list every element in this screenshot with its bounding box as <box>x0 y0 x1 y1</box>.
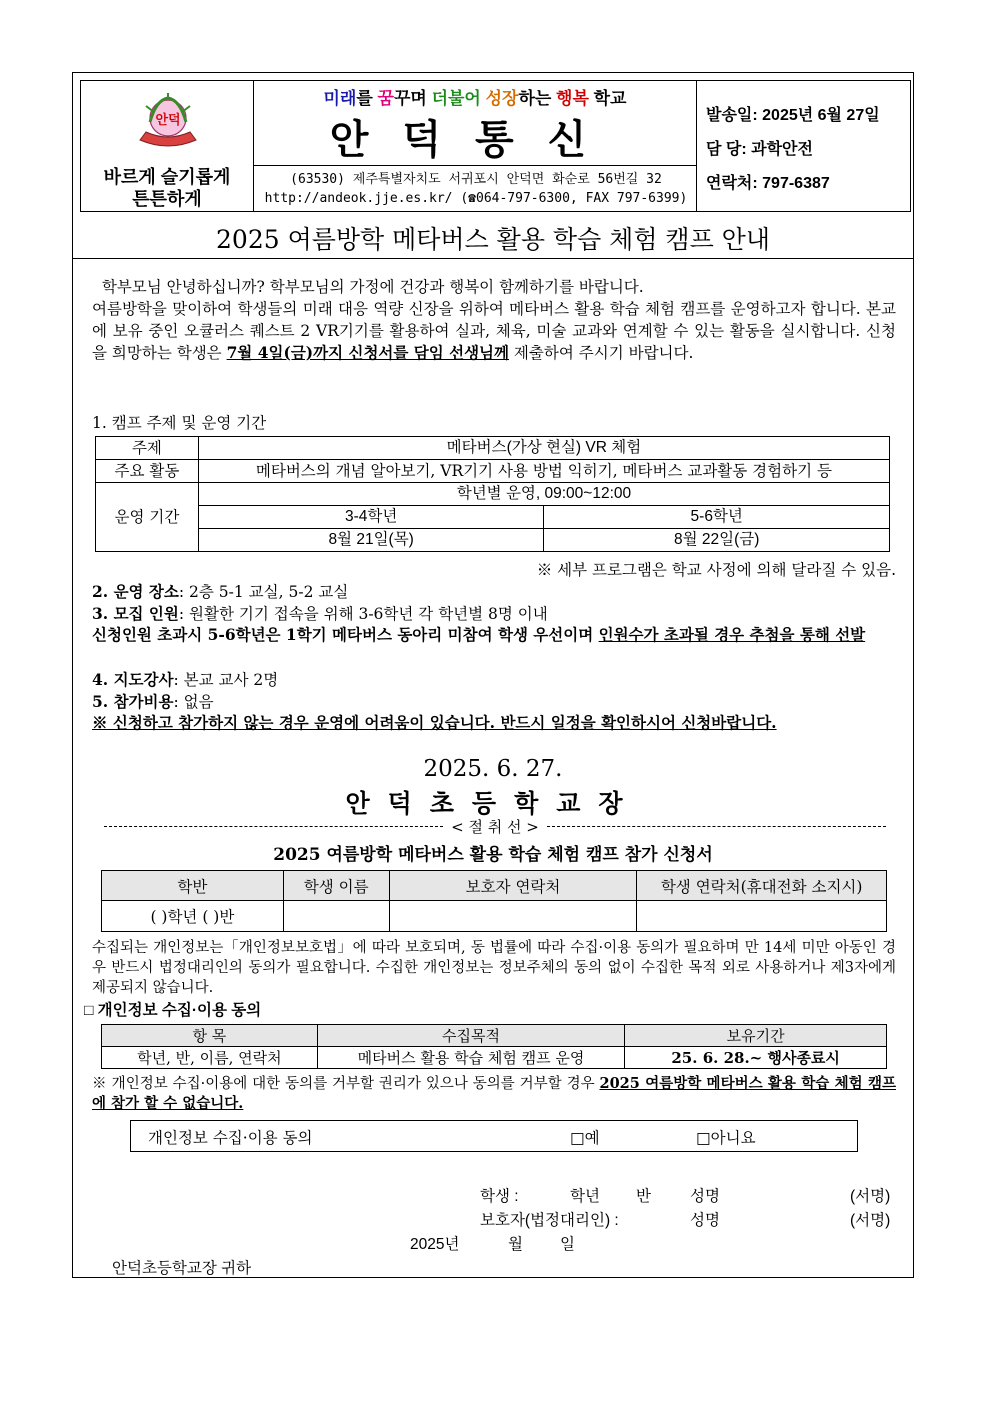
period-header: 학년별 운영, 09:00~12:00 <box>198 483 889 506</box>
intro-body <box>92 298 896 364</box>
place-label: 2. 운영 장소 <box>92 582 179 601</box>
consent-label: 개인정보 수집·이용 동의 <box>148 1129 313 1147</box>
section1-heading: 1. 캠프 주제 및 운영 기간 <box>92 414 267 432</box>
form-month: 월 <box>508 1236 523 1253</box>
address-line-2: http://andeok.jje.es.kr/ (☎064-797-6300, FAX 797-6399) <box>264 191 688 206</box>
issue-date: 2025. 6. 27. <box>423 756 563 782</box>
guardian-sign-mark: (서명) <box>850 1212 891 1229</box>
p-val-retention: 25. 6. 28.~ 행사종료시 <box>625 1047 887 1069</box>
place-value: : 2층 5-1 교실, 5-2 교실 <box>178 583 349 601</box>
class-input[interactable]: ( )학년 ( )반 <box>102 901 284 932</box>
slogan-part: 성장 <box>485 89 519 108</box>
send-date: 발송일: 2025년 6월 27일 <box>706 107 880 124</box>
privacy-heading: □ 개인정보 수집·이용 동의 <box>84 1002 262 1019</box>
form-title: 2025 여름방학 메타버스 활용 학습 체험 캠프 참가 신청서 <box>273 845 713 865</box>
p-col-item: 항 목 <box>102 1025 318 1047</box>
application-table <box>101 870 887 932</box>
refusal-text: ※ 개인정보 수집·이용에 대한 동의를 거부할 권리가 있으나 동의를 거부할 경우 <box>92 1076 600 1092</box>
activity-label: 주요 활동 <box>96 460 199 483</box>
header-divider <box>696 80 698 212</box>
warning-notice: ※ 신청하고 참가하지 않는 경우 운영에 어려움이 있습니다. 반드시 일정을 확인하시어 신청바랍니다. <box>92 713 777 732</box>
intro-body-text: 여름방학을 맞이하여 학생들의 미래 대응 역량 신장을 위하여 메타버스 활용 학습 체험 캠프를 운영하고자 합니다. 본교에 보유 중인 오큘러스 퀘스트 2 VR기기를 활용하여 실과, 체육, 미술 교과와 연계할 수 있는 활동을 실시합니다. 신청을 희망하는 학생은 <box>92 300 896 362</box>
place-item <box>92 580 348 602</box>
fee-item <box>92 690 214 712</box>
student-label: 학생 : <box>480 1188 519 1205</box>
principal-name: 안덕초등학교장 <box>345 789 641 818</box>
addressee: 안덕초등학교장 귀하 <box>112 1260 252 1277</box>
student-sign-mark: (서명) <box>850 1188 891 1205</box>
refusal-notice <box>92 1074 896 1114</box>
intro-deadline: 7월 4일(금)까지 신청서를 담임 선생님께 <box>226 343 509 362</box>
cut-line-dash-left <box>104 826 443 827</box>
consent-no-checkbox[interactable]: □아니요 <box>696 1129 756 1147</box>
guardian-name-label: 성명 <box>690 1212 720 1229</box>
intro-greeting <box>92 276 896 298</box>
recruit-item <box>92 602 548 624</box>
grade-5-6: 5-6학년 <box>544 506 890 529</box>
class-label: 반 <box>636 1188 651 1205</box>
motto-line-2: 튼튼하게 <box>132 189 202 209</box>
col-student-phone: 학생 연락처(휴대전화 소지시) <box>637 871 887 901</box>
recruit-label: 3. 모집 인원 <box>92 604 179 623</box>
student-name-input[interactable] <box>283 901 389 932</box>
consent-yes-checkbox[interactable]: □예 <box>570 1129 600 1147</box>
slogan-part: 하는 <box>518 89 557 108</box>
document-title: 2025 여름방학 메타버스 활용 학습 체험 캠프 안내 <box>216 225 770 254</box>
form-day: 일 <box>560 1236 575 1253</box>
slogan-part: 를 <box>356 89 378 108</box>
date-5-6: 8월 22일(금) <box>544 529 890 552</box>
contact-number: 연락처: 797-6387 <box>706 175 830 192</box>
schedule-note: ※ 세부 프로그램은 학교 사정에 의해 달라질 수 있음. <box>536 561 896 579</box>
slogan-part: 미래 <box>323 89 357 108</box>
school-slogan <box>254 84 696 109</box>
recruit-value: : 원활한 기기 접속을 위해 3-6학년 각 학년별 8명 이내 <box>178 605 548 623</box>
cut-line-dash-right <box>547 826 886 827</box>
department: 담 당: 과학안전 <box>706 141 813 158</box>
teacher-value: : 본교 교사 2명 <box>173 671 279 689</box>
privacy-table <box>101 1024 887 1069</box>
school-motto <box>80 166 254 210</box>
col-guardian-phone: 보호자 연락처 <box>389 871 637 901</box>
activity-value: 메타버스의 개념 알아보기, VR기기 사용 방법 익히기, 메타버스 교과활동 경험하기 등 <box>198 460 889 483</box>
recruit-note-underlined: 인원수가 초과될 경우 추첨을 통해 선발 <box>598 625 866 644</box>
period-label: 운영 기간 <box>96 483 199 552</box>
camp-info-table <box>95 436 890 552</box>
privacy-statement: 수집되는 개인정보는「개인정보보호법」에 따라 보호되며, 동 법률에 따라 수집·이용 동의가 필요하며 만 14세 미만 아동인 경우 반드시 법정대리인의 동의가 필요합니다. 수집한 개인정보는 정보주체의 동의 없이 수집한 목적 외로 사용하거나 제3자에게 제공되지 않습니다. <box>92 940 896 996</box>
cut-line-label: < 절 취 선 > <box>451 818 539 836</box>
grade-3-4: 3-4학년 <box>198 506 544 529</box>
guardian-phone-input[interactable] <box>389 901 637 932</box>
slogan-part: 학교 <box>588 89 627 108</box>
school-logo-icon <box>132 92 204 152</box>
refusal-underlined: 2025 여름방학 메타버스 활용 학습 체험 캠프에 참가 할 수 없습니다. <box>92 1075 896 1112</box>
school-address <box>262 170 690 208</box>
slogan-part: 행복 <box>556 89 589 108</box>
title-divider <box>72 258 914 259</box>
intro-line-1: 학부모님 안녕하십니까? 학부모님의 가정에 건강과 행복이 함께하기를 바랍니다. <box>101 278 644 296</box>
recruit-note-text: 신청인원 초과시 5-6학년은 1학기 메타버스 동아리 미참여 학생 우선이며 <box>92 625 599 644</box>
masthead-title: 안덕통신 <box>329 116 621 163</box>
p-col-purpose: 수집목적 <box>317 1025 625 1047</box>
date-3-4: 8월 21일(목) <box>198 529 544 552</box>
teacher-item <box>92 668 278 690</box>
p-val-purpose: 메타버스 활용 학습 체험 캠프 운영 <box>317 1047 625 1069</box>
teacher-label: 4. 지도강사 <box>92 670 174 689</box>
theme-label: 주제 <box>96 437 199 460</box>
grade-label: 학년 <box>570 1188 600 1205</box>
guardian-label: 보호자(법정대리인) : <box>480 1212 619 1229</box>
recruit-note <box>92 624 896 646</box>
col-student-name: 학생 이름 <box>283 871 389 901</box>
motto-line-1: 바르게 슬기롭게 <box>103 167 231 187</box>
theme-value: 메타버스(가상 현실) VR 체험 <box>198 437 889 460</box>
fee-label: 5. 참가비용 <box>92 692 174 711</box>
logo-text: 안덕 <box>155 112 181 127</box>
col-class: 학반 <box>102 871 284 901</box>
student-name-label: 성명 <box>690 1188 720 1205</box>
intro-body-end: 제출하여 주시기 바랍니다. <box>509 344 694 362</box>
fee-value: : 없음 <box>173 693 214 711</box>
address-line-1: (63530) 제주특별자치도 서귀포시 안덕면 화순로 56번길 32 <box>290 172 662 187</box>
slogan-part: 꾸며 <box>393 89 432 108</box>
slogan-part: 더불어 <box>431 89 481 108</box>
p-val-item: 학년, 반, 이름, 연락처 <box>102 1047 318 1069</box>
slogan-part: 꿈 <box>377 89 394 108</box>
cut-line <box>104 816 886 837</box>
form-year: 2025년 <box>410 1236 460 1253</box>
p-col-retention: 보유기간 <box>625 1025 887 1047</box>
student-phone-input[interactable] <box>637 901 887 932</box>
